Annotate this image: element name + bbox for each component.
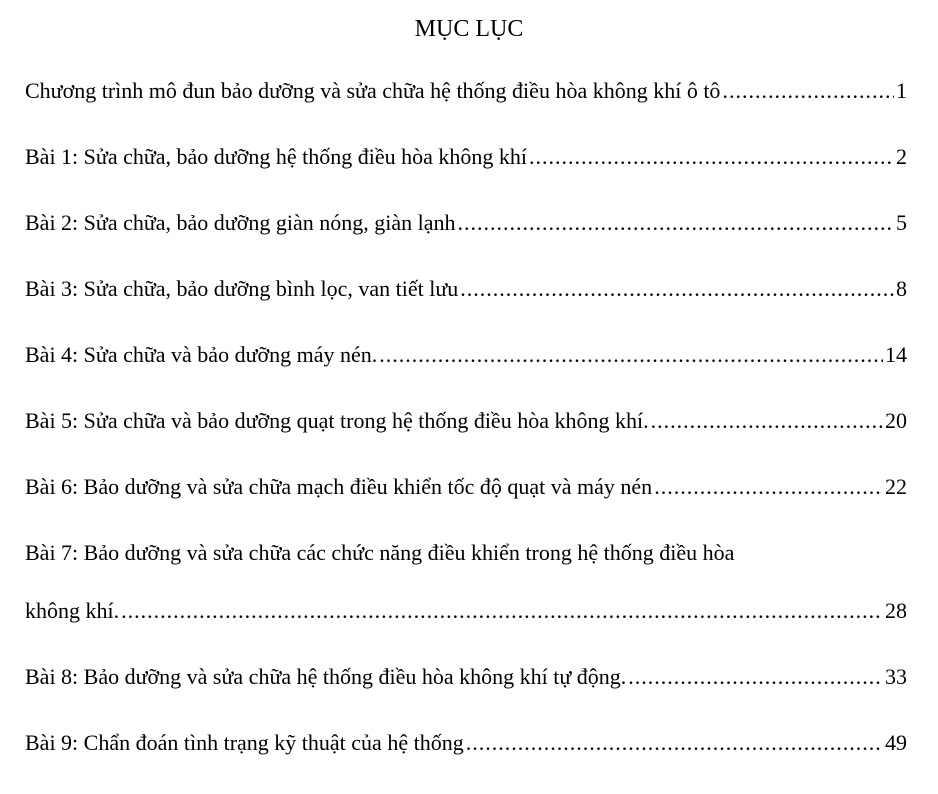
- toc-page-number: 20: [885, 408, 907, 433]
- toc-leader-dots: [121, 596, 883, 626]
- toc-entry-text: Bài 8: Bảo dưỡng và sửa chữa hệ thống điều hòa không khí tự động.: [25, 664, 627, 689]
- toc-entry-text: Bài 2: Sửa chữa, bảo dưỡng giàn nóng, giàn lạnh: [25, 210, 456, 235]
- toc-page-number: 5: [896, 210, 907, 235]
- toc-leader-dots: [529, 142, 894, 172]
- toc-entry[interactable]: [25, 172, 907, 238]
- toc-entry-text: Bài 3: Sửa chữa, bảo dưỡng bình lọc, van tiết lưu: [25, 276, 459, 301]
- toc-leader-dots: [654, 472, 883, 502]
- toc-entry-wrapped-line[interactable]: [25, 502, 907, 568]
- toc-entry[interactable]: [25, 692, 907, 758]
- toc-entry-text: Bài 1: Sửa chữa, bảo dưỡng hệ thống điều hòa không khí: [25, 144, 527, 169]
- toc-entry-text: không khí.: [25, 598, 120, 623]
- toc-entry-text: Bài 4: Sửa chữa và bảo dưỡng máy nén.: [25, 342, 378, 367]
- toc-page-number: 14: [885, 342, 907, 367]
- toc-entry[interactable]: [25, 106, 907, 172]
- toc-page-number: 49: [885, 730, 907, 755]
- toc-leader-dots: [458, 208, 895, 238]
- toc-entry-text: Bài 6: Bảo dưỡng và sửa chữa mạch điều khiển tốc độ quạt và máy nén: [25, 474, 653, 499]
- toc-page-number: 1: [896, 78, 907, 103]
- toc-page-number: 8: [896, 276, 907, 301]
- toc-entry[interactable]: [25, 370, 907, 436]
- table-of-contents: [25, 70, 907, 758]
- toc-leader-dots: [379, 340, 883, 370]
- toc-leader-dots: [651, 406, 883, 436]
- toc-entry-text: Bài 5: Sửa chữa và bảo dưỡng quạt trong hệ thống điều hòa không khí.: [25, 408, 649, 433]
- toc-entry-text-line1: Bài 7: Bảo dưỡng và sửa chữa các chức năng điều khiển trong hệ thống điều hòa: [25, 540, 735, 565]
- toc-entry[interactable]: [25, 436, 907, 502]
- toc-page-number: 2: [896, 144, 907, 169]
- toc-leader-dots: [460, 274, 894, 304]
- toc-leader-dots: [722, 76, 894, 106]
- toc-entry-text: Bài 9: Chẩn đoán tình trạng kỹ thuật của hệ thống: [25, 730, 464, 755]
- toc-page-number: 33: [885, 664, 907, 689]
- toc-page-number: 22: [885, 474, 907, 499]
- toc-entry[interactable]: [25, 238, 907, 304]
- page-title: MỤC LỤC: [414, 16, 524, 42]
- toc-entry[interactable]: [25, 70, 907, 106]
- toc-entry-text: Chương trình mô đun bảo dưỡng và sửa chữa hệ thống điều hòa không khí ô tô: [25, 78, 721, 103]
- toc-entry[interactable]: [25, 304, 907, 370]
- toc-leader-dots: [628, 662, 883, 692]
- toc-entry[interactable]: [25, 568, 907, 626]
- toc-leader-dots: [466, 728, 883, 758]
- toc-page-number: 28: [885, 598, 907, 623]
- toc-entry[interactable]: [25, 626, 907, 692]
